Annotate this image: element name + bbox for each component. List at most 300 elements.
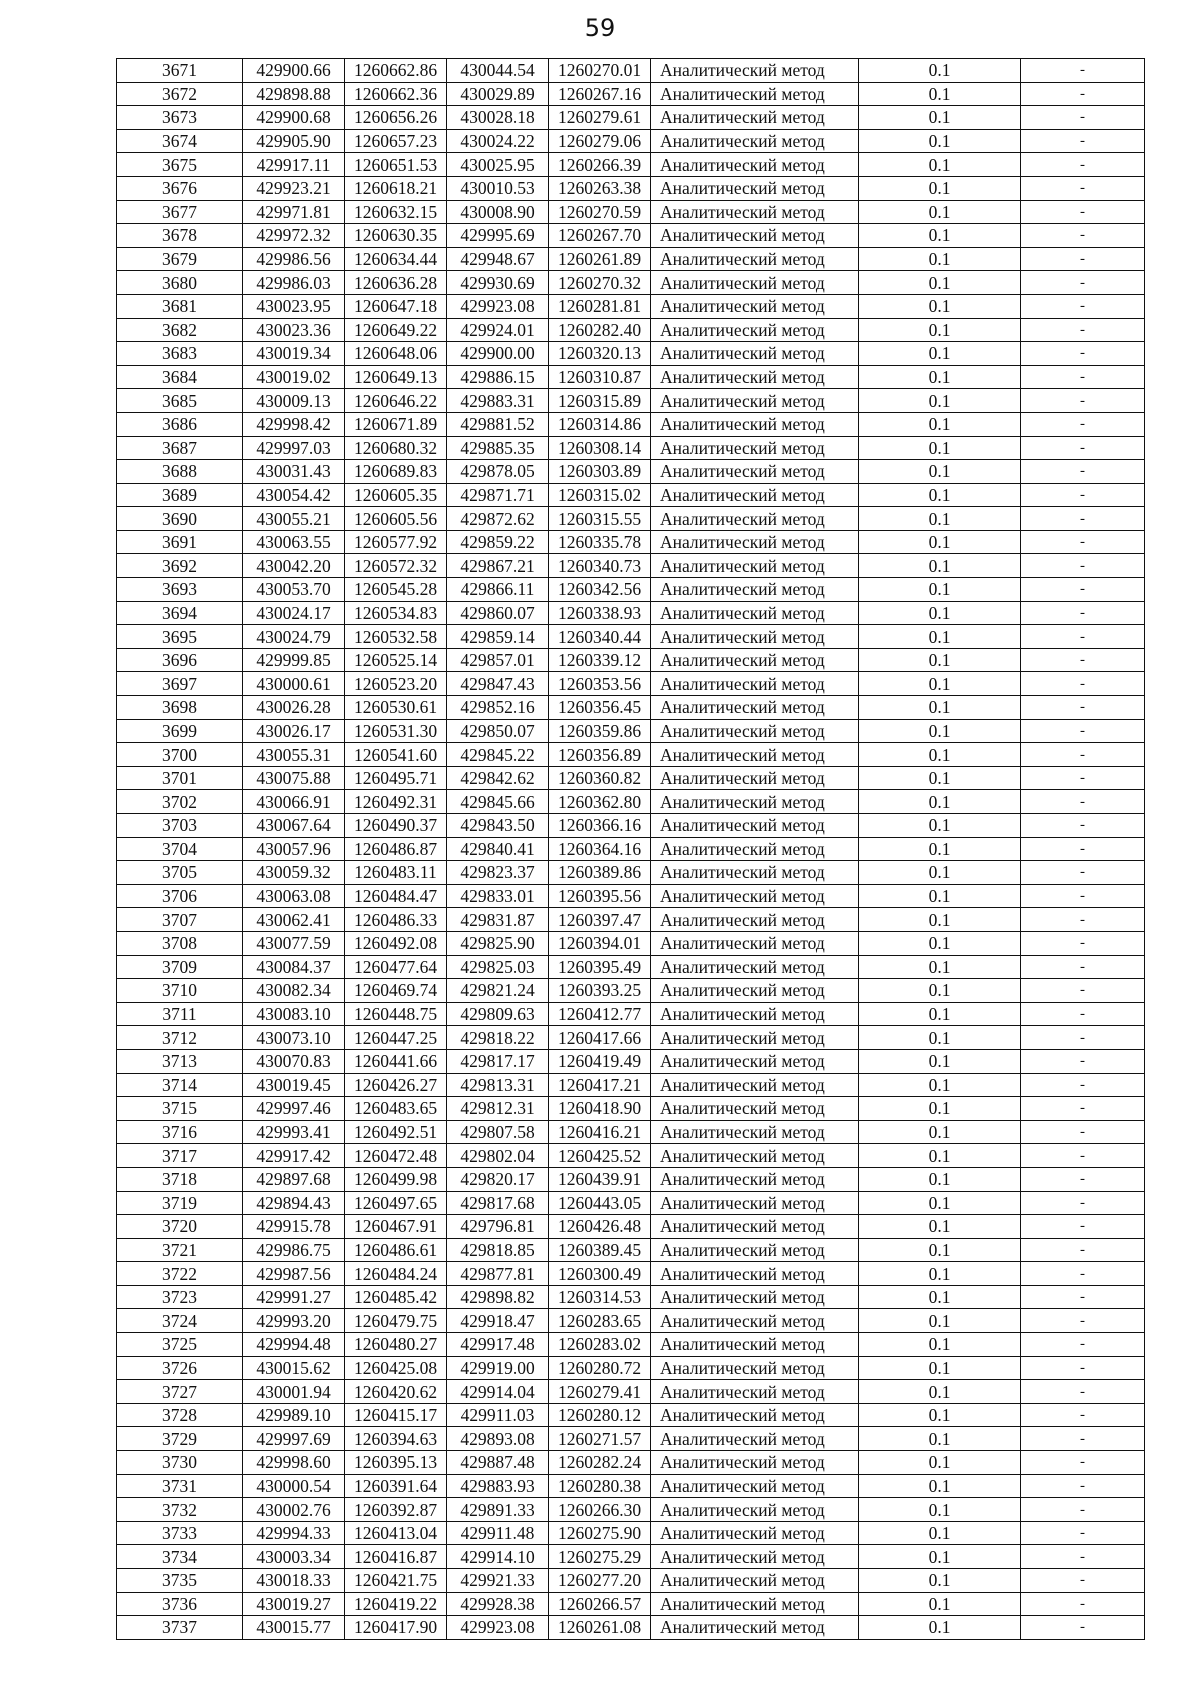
y1-cell: 1260413.04 [345,1521,447,1545]
point-number-cell: 3701 [117,766,243,790]
y1-cell: 1260486.61 [345,1238,447,1262]
method-cell: Аналитический метод [651,1144,859,1168]
x2-cell: 429817.17 [447,1049,549,1073]
table-row [117,530,1145,554]
note-cell: - [1021,1026,1145,1050]
accuracy-cell: 0.1 [859,483,1021,507]
x1-cell: 430026.17 [243,719,345,743]
note-cell: - [1021,200,1145,224]
x1-cell: 429998.60 [243,1451,345,1475]
note-cell: - [1021,790,1145,814]
x2-cell: 429883.93 [447,1474,549,1498]
x1-cell: 430026.28 [243,696,345,720]
x1-cell: 429897.68 [243,1167,345,1191]
x1-cell: 430019.34 [243,342,345,366]
method-cell: Аналитический метод [651,861,859,885]
accuracy-cell: 0.1 [859,931,1021,955]
method-cell: Аналитический метод [651,342,859,366]
method-cell: Аналитический метод [651,436,859,460]
x2-cell: 429820.17 [447,1167,549,1191]
y1-cell: 1260467.91 [345,1215,447,1239]
note-cell: - [1021,861,1145,885]
x2-cell: 429886.15 [447,365,549,389]
method-cell: Аналитический метод [651,766,859,790]
x2-cell: 429919.00 [447,1356,549,1380]
table-row [117,200,1145,224]
y1-cell: 1260499.98 [345,1167,447,1191]
x2-cell: 429842.62 [447,766,549,790]
x2-cell: 429914.10 [447,1545,549,1569]
note-cell: - [1021,1569,1145,1593]
accuracy-cell: 0.1 [859,1002,1021,1026]
method-cell: Аналитический метод [651,1616,859,1640]
method-cell: Аналитический метод [651,365,859,389]
method-cell: Аналитический метод [651,837,859,861]
x2-cell: 429860.07 [447,601,549,625]
y2-cell: 1260342.56 [549,578,651,602]
method-cell: Аналитический метод [651,1451,859,1475]
y2-cell: 1260277.20 [549,1569,651,1593]
table-row [117,153,1145,177]
y2-cell: 1260340.73 [549,554,651,578]
x2-cell: 429893.08 [447,1427,549,1451]
y2-cell: 1260340.44 [549,625,651,649]
table-row [117,1403,1145,1427]
note-cell: - [1021,224,1145,248]
point-number-cell: 3730 [117,1451,243,1475]
x2-cell: 430010.53 [447,176,549,200]
point-number-cell: 3713 [117,1049,243,1073]
point-number-cell: 3716 [117,1120,243,1144]
x2-cell: 429914.04 [447,1380,549,1404]
method-cell: Аналитический метод [651,1073,859,1097]
x1-cell: 430009.13 [243,389,345,413]
note-cell: - [1021,1120,1145,1144]
x1-cell: 430024.79 [243,625,345,649]
x2-cell: 429911.48 [447,1521,549,1545]
x2-cell: 429833.01 [447,884,549,908]
y1-cell: 1260649.22 [345,318,447,342]
y1-cell: 1260483.11 [345,861,447,885]
method-cell: Аналитический метод [651,719,859,743]
note-cell: - [1021,1545,1145,1569]
y2-cell: 1260315.89 [549,389,651,413]
x1-cell: 429991.27 [243,1285,345,1309]
note-cell: - [1021,1144,1145,1168]
point-number-cell: 3732 [117,1498,243,1522]
note-cell: - [1021,1167,1145,1191]
y1-cell: 1260525.14 [345,648,447,672]
y2-cell: 1260394.01 [549,931,651,955]
y1-cell: 1260545.28 [345,578,447,602]
y2-cell: 1260270.32 [549,271,651,295]
y1-cell: 1260477.64 [345,955,447,979]
table-row [117,908,1145,932]
y2-cell: 1260279.61 [549,106,651,130]
note-cell: - [1021,412,1145,436]
y2-cell: 1260395.49 [549,955,651,979]
y1-cell: 1260395.13 [345,1451,447,1475]
x1-cell: 430018.33 [243,1569,345,1593]
y1-cell: 1260649.13 [345,365,447,389]
table-row [117,365,1145,389]
point-number-cell: 3724 [117,1309,243,1333]
y1-cell: 1260469.74 [345,979,447,1003]
note-cell: - [1021,1309,1145,1333]
y1-cell: 1260492.08 [345,931,447,955]
table-row [117,389,1145,413]
point-number-cell: 3698 [117,696,243,720]
y1-cell: 1260630.35 [345,224,447,248]
accuracy-cell: 0.1 [859,1498,1021,1522]
point-number-cell: 3694 [117,601,243,625]
accuracy-cell: 0.1 [859,59,1021,83]
y1-cell: 1260448.75 [345,1002,447,1026]
accuracy-cell: 0.1 [859,507,1021,531]
x1-cell: 430015.77 [243,1616,345,1640]
x2-cell: 429911.03 [447,1403,549,1427]
note-cell: - [1021,153,1145,177]
note-cell: - [1021,1521,1145,1545]
point-number-cell: 3697 [117,672,243,696]
accuracy-cell: 0.1 [859,1167,1021,1191]
y1-cell: 1260472.48 [345,1144,447,1168]
y1-cell: 1260632.15 [345,200,447,224]
method-cell: Аналитический метод [651,389,859,413]
point-number-cell: 3722 [117,1262,243,1286]
x1-cell: 430075.88 [243,766,345,790]
point-number-cell: 3684 [117,365,243,389]
note-cell: - [1021,1356,1145,1380]
y1-cell: 1260415.17 [345,1403,447,1427]
x1-cell: 430023.36 [243,318,345,342]
note-cell: - [1021,294,1145,318]
table-row [117,271,1145,295]
accuracy-cell: 0.1 [859,719,1021,743]
accuracy-cell: 0.1 [859,271,1021,295]
x2-cell: 429881.52 [447,412,549,436]
note-cell: - [1021,1073,1145,1097]
accuracy-cell: 0.1 [859,554,1021,578]
point-number-cell: 3718 [117,1167,243,1191]
table-row [117,1309,1145,1333]
y2-cell: 1260270.59 [549,200,651,224]
note-cell: - [1021,1238,1145,1262]
x2-cell: 430008.90 [447,200,549,224]
x1-cell: 429917.11 [243,153,345,177]
y1-cell: 1260392.87 [345,1498,447,1522]
accuracy-cell: 0.1 [859,837,1021,861]
method-cell: Аналитический метод [651,1238,859,1262]
x1-cell: 430024.17 [243,601,345,625]
x2-cell: 429845.66 [447,790,549,814]
point-number-cell: 3733 [117,1521,243,1545]
x1-cell: 430066.91 [243,790,345,814]
accuracy-cell: 0.1 [859,436,1021,460]
point-number-cell: 3690 [117,507,243,531]
x1-cell: 429923.21 [243,176,345,200]
accuracy-cell: 0.1 [859,884,1021,908]
y2-cell: 1260280.38 [549,1474,651,1498]
accuracy-cell: 0.1 [859,153,1021,177]
y1-cell: 1260656.26 [345,106,447,130]
y2-cell: 1260417.66 [549,1026,651,1050]
method-cell: Аналитический метод [651,743,859,767]
note-cell: - [1021,625,1145,649]
table-row [117,1333,1145,1357]
y2-cell: 1260389.45 [549,1238,651,1262]
accuracy-cell: 0.1 [859,648,1021,672]
note-cell: - [1021,908,1145,932]
note-cell: - [1021,460,1145,484]
x2-cell: 429900.00 [447,342,549,366]
method-cell: Аналитический метод [651,82,859,106]
point-number-cell: 3705 [117,861,243,885]
accuracy-cell: 0.1 [859,1521,1021,1545]
y2-cell: 1260310.87 [549,365,651,389]
method-cell: Аналитический метод [651,1191,859,1215]
point-number-cell: 3699 [117,719,243,743]
method-cell: Аналитический метод [651,648,859,672]
note-cell: - [1021,82,1145,106]
method-cell: Аналитический метод [651,1049,859,1073]
table-row [117,224,1145,248]
table-row [117,436,1145,460]
point-number-cell: 3682 [117,318,243,342]
y2-cell: 1260397.47 [549,908,651,932]
table-row [117,814,1145,838]
method-cell: Аналитический метод [651,1309,859,1333]
table-row [117,648,1145,672]
table-row [117,554,1145,578]
accuracy-cell: 0.1 [859,979,1021,1003]
point-number-cell: 3727 [117,1380,243,1404]
method-cell: Аналитический метод [651,530,859,554]
accuracy-cell: 0.1 [859,1144,1021,1168]
method-cell: Аналитический метод [651,1380,859,1404]
note-cell: - [1021,59,1145,83]
accuracy-cell: 0.1 [859,790,1021,814]
method-cell: Аналитический метод [651,1521,859,1545]
point-number-cell: 3728 [117,1403,243,1427]
table-row [117,318,1145,342]
note-cell: - [1021,743,1145,767]
note-cell: - [1021,648,1145,672]
note-cell: - [1021,814,1145,838]
accuracy-cell: 0.1 [859,1238,1021,1262]
accuracy-cell: 0.1 [859,200,1021,224]
y2-cell: 1260417.21 [549,1073,651,1097]
note-cell: - [1021,436,1145,460]
x1-cell: 430001.94 [243,1380,345,1404]
accuracy-cell: 0.1 [859,672,1021,696]
note-cell: - [1021,696,1145,720]
accuracy-cell: 0.1 [859,1380,1021,1404]
note-cell: - [1021,365,1145,389]
x1-cell: 429971.81 [243,200,345,224]
x2-cell: 429859.14 [447,625,549,649]
method-cell: Аналитический метод [651,1167,859,1191]
table-row [117,176,1145,200]
method-cell: Аналитический метод [651,884,859,908]
x2-cell: 429859.22 [447,530,549,554]
x2-cell: 429867.21 [447,554,549,578]
table-row [117,766,1145,790]
x1-cell: 430063.55 [243,530,345,554]
note-cell: - [1021,1474,1145,1498]
method-cell: Аналитический метод [651,1120,859,1144]
y1-cell: 1260492.51 [345,1120,447,1144]
accuracy-cell: 0.1 [859,389,1021,413]
table-row [117,129,1145,153]
accuracy-cell: 0.1 [859,625,1021,649]
x1-cell: 429994.48 [243,1333,345,1357]
y2-cell: 1260314.86 [549,412,651,436]
y1-cell: 1260657.23 [345,129,447,153]
table-row [117,979,1145,1003]
y2-cell: 1260267.16 [549,82,651,106]
note-cell: - [1021,247,1145,271]
method-cell: Аналитический метод [651,1285,859,1309]
y1-cell: 1260483.65 [345,1097,447,1121]
x1-cell: 430070.83 [243,1049,345,1073]
x2-cell: 429877.81 [447,1262,549,1286]
y1-cell: 1260646.22 [345,389,447,413]
method-cell: Аналитический метод [651,554,859,578]
x2-cell: 429825.03 [447,955,549,979]
method-cell: Аналитический метод [651,1097,859,1121]
method-cell: Аналитический метод [651,460,859,484]
x1-cell: 429997.03 [243,436,345,460]
y2-cell: 1260416.21 [549,1120,651,1144]
point-number-cell: 3695 [117,625,243,649]
x2-cell: 429871.71 [447,483,549,507]
x1-cell: 430082.34 [243,979,345,1003]
accuracy-cell: 0.1 [859,365,1021,389]
x2-cell: 429852.16 [447,696,549,720]
table-row [117,507,1145,531]
x2-cell: 429930.69 [447,271,549,295]
table-row [117,342,1145,366]
point-number-cell: 3688 [117,460,243,484]
method-cell: Аналитический метод [651,672,859,696]
table-row [117,931,1145,955]
method-cell: Аналитический метод [651,1474,859,1498]
x1-cell: 429972.32 [243,224,345,248]
note-cell: - [1021,106,1145,130]
note-cell: - [1021,601,1145,625]
point-number-cell: 3723 [117,1285,243,1309]
note-cell: - [1021,1451,1145,1475]
y1-cell: 1260480.27 [345,1333,447,1357]
table-row [117,1191,1145,1215]
y2-cell: 1260362.80 [549,790,651,814]
accuracy-cell: 0.1 [859,342,1021,366]
x2-cell: 429850.07 [447,719,549,743]
y1-cell: 1260532.58 [345,625,447,649]
table-row [117,460,1145,484]
table-row [117,1427,1145,1451]
x1-cell: 430057.96 [243,837,345,861]
x1-cell: 430023.95 [243,294,345,318]
y1-cell: 1260497.65 [345,1191,447,1215]
accuracy-cell: 0.1 [859,908,1021,932]
table-row [117,1215,1145,1239]
note-cell: - [1021,129,1145,153]
method-cell: Аналитический метод [651,318,859,342]
point-number-cell: 3712 [117,1026,243,1050]
x1-cell: 430077.59 [243,931,345,955]
table-row [117,625,1145,649]
table-row [117,719,1145,743]
y2-cell: 1260338.93 [549,601,651,625]
accuracy-cell: 0.1 [859,1026,1021,1050]
note-cell: - [1021,766,1145,790]
table-row [117,601,1145,625]
x2-cell: 429948.67 [447,247,549,271]
method-cell: Аналитический метод [651,294,859,318]
y1-cell: 1260662.36 [345,82,447,106]
point-number-cell: 3696 [117,648,243,672]
y1-cell: 1260534.83 [345,601,447,625]
point-number-cell: 3692 [117,554,243,578]
x1-cell: 430000.54 [243,1474,345,1498]
table-row [117,1592,1145,1616]
point-number-cell: 3691 [117,530,243,554]
point-number-cell: 3725 [117,1333,243,1357]
y1-cell: 1260425.08 [345,1356,447,1380]
table-row [117,672,1145,696]
x1-cell: 430055.21 [243,507,345,531]
x2-cell: 429924.01 [447,318,549,342]
y1-cell: 1260541.60 [345,743,447,767]
y1-cell: 1260495.71 [345,766,447,790]
x2-cell: 429823.37 [447,861,549,885]
method-cell: Аналитический метод [651,578,859,602]
method-cell: Аналитический метод [651,153,859,177]
x1-cell: 429993.41 [243,1120,345,1144]
accuracy-cell: 0.1 [859,696,1021,720]
y2-cell: 1260267.70 [549,224,651,248]
accuracy-cell: 0.1 [859,224,1021,248]
y1-cell: 1260485.42 [345,1285,447,1309]
note-cell: - [1021,1002,1145,1026]
x1-cell: 430067.64 [243,814,345,838]
method-cell: Аналитический метод [651,979,859,1003]
method-cell: Аналитический метод [651,1427,859,1451]
note-cell: - [1021,955,1145,979]
x2-cell: 429918.47 [447,1309,549,1333]
note-cell: - [1021,1427,1145,1451]
y1-cell: 1260605.35 [345,483,447,507]
y2-cell: 1260439.91 [549,1167,651,1191]
table-row [117,1498,1145,1522]
point-number-cell: 3677 [117,200,243,224]
x2-cell: 429891.33 [447,1498,549,1522]
point-number-cell: 3719 [117,1191,243,1215]
note-cell: - [1021,578,1145,602]
x2-cell: 429857.01 [447,648,549,672]
y1-cell: 1260572.32 [345,554,447,578]
x1-cell: 429917.42 [243,1144,345,1168]
accuracy-cell: 0.1 [859,1120,1021,1144]
table-row [117,1262,1145,1286]
point-number-cell: 3709 [117,955,243,979]
x2-cell: 429802.04 [447,1144,549,1168]
x1-cell: 430053.70 [243,578,345,602]
accuracy-cell: 0.1 [859,1356,1021,1380]
method-cell: Аналитический метод [651,483,859,507]
